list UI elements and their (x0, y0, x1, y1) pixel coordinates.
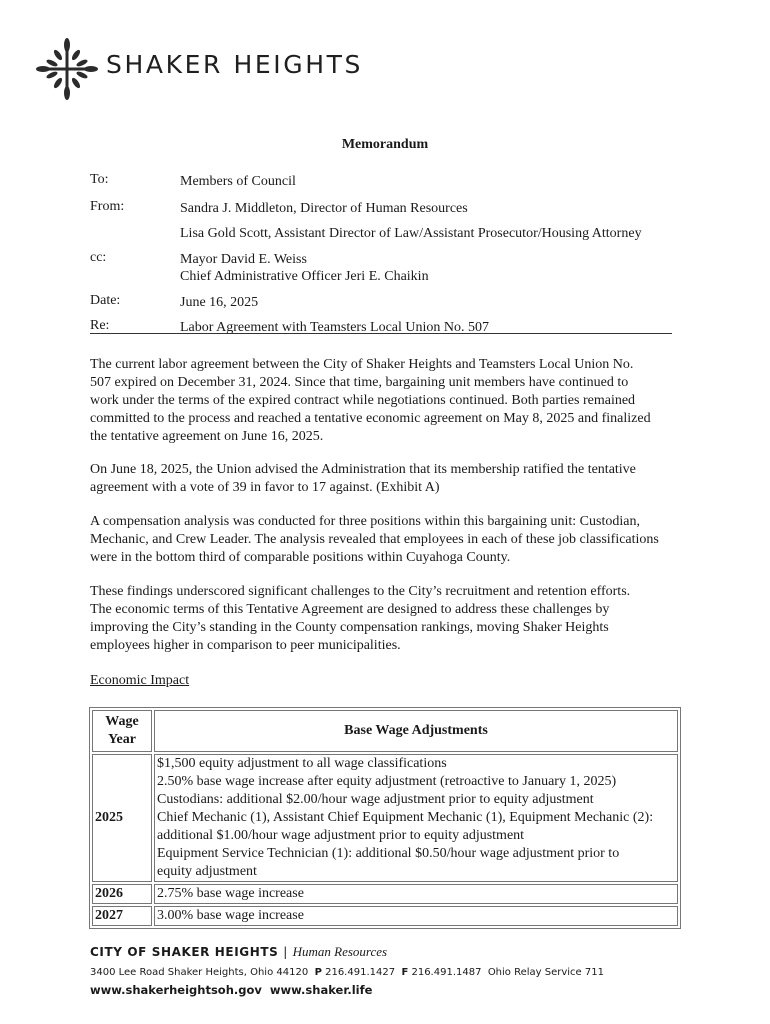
memo-title: Memorandum (341, 137, 429, 152)
footer-org-name: CITY OF SHAKER HEIGHTS (90, 945, 279, 959)
to-value: Members of Council (180, 174, 296, 189)
year-cell: 2026 (92, 884, 152, 904)
re-value: Labor Agreement with Teamsters Local Union No. 507 (180, 320, 490, 335)
footer-relay: Ohio Relay Service 711 (487, 967, 604, 978)
paragraph-line: work under the terms of the expired contract while negotiations continued. Both parties remained (90, 393, 636, 408)
adjustment-line: Equipment Service Technician (1): additional $0.50/hour wage adjustment prior to (157, 846, 620, 861)
footer-web-line (90, 983, 604, 997)
footer-phone-label: P (314, 967, 322, 978)
date-value: June 16, 2025 (180, 295, 259, 310)
adjustment-cell (154, 754, 678, 882)
table-row (92, 884, 678, 904)
section-title-economic-impact: Economic Impact (90, 673, 190, 688)
header-base-wage-adjustments: Base Wage Adjustments (154, 710, 678, 752)
footer-website-link[interactable]: www.shakerheightsoh.gov (90, 983, 262, 997)
footer-separator: | (283, 945, 288, 959)
adjustment-line: Custodians: additional $2.00/hour wage adjustment prior to equity adjustment (157, 792, 594, 807)
wage-adjustment-table (89, 707, 681, 929)
header-year-line-2: Year (108, 732, 136, 747)
year-cell: 2025 (92, 754, 152, 882)
paragraph-line: agreement with a vote of 39 in favor to 17 against. (Exhibit A) (90, 480, 440, 495)
adjustment-line: equity adjustment (157, 864, 257, 879)
footer-fax: 216.491.1487 (411, 967, 482, 978)
paragraph-line: Mechanic, and Crew Leader. The analysis revealed that employees in each of these job classifications (90, 532, 659, 547)
paragraph-line: improving the City’s standing in the County compensation rankings, moving Shaker Heights (90, 620, 609, 635)
to-label: To: (90, 172, 109, 187)
adjustment-cell (154, 884, 678, 904)
table-row (92, 754, 678, 882)
adjustment-line: $1,500 equity adjustment to all wage classifications (157, 756, 447, 771)
paragraph-line: A compensation analysis was conducted for three positions within this bargaining unit: Custodian, (90, 514, 640, 529)
footer-address: 3400 Lee Road Shaker Heights, Ohio 44120 (90, 967, 309, 978)
paragraph-line: The current labor agreement between the City of Shaker Heights and Teamsters Local Union No. (90, 357, 634, 372)
paragraph-line: 507 expired on December 31, 2024. Since that time, bargaining unit members have continued to (90, 375, 629, 390)
paragraph-line: The economic terms of this Tentative Agreement are designed to address these challenges by (90, 602, 610, 617)
paragraph-line: committed to the process and reached a tentative economic agreement on May 8, 2025 and finalized (90, 411, 651, 426)
header-divider (90, 333, 672, 334)
year-cell: 2027 (92, 906, 152, 926)
from-value-1: Sandra J. Middleton, Director of Human Resources (180, 201, 468, 216)
adjustment-line: 3.00% base wage increase (157, 908, 304, 923)
paragraph-line: the tentative agreement on June 16, 2025. (90, 429, 324, 444)
paragraph-ratification (90, 461, 690, 497)
paragraph-findings (90, 583, 690, 655)
footer-phone: 216.491.1427 (325, 967, 396, 978)
cc-value-1: Mayor David E. Weiss (180, 252, 307, 267)
cc-value-2: Chief Administrative Officer Jeri E. Chaikin (180, 269, 429, 284)
adjustment-cell (154, 906, 678, 926)
table-header-row (92, 710, 678, 752)
paragraph-line: On June 18, 2025, the Union advised the Administration that its membership ratified the tentative (90, 462, 636, 477)
footer-fax-label: F (401, 967, 409, 978)
footer-website-link[interactable]: www.shaker.life (269, 983, 373, 997)
adjustment-line: 2.50% base wage increase after equity adjustment (retroactive to January 1, 2025) (157, 774, 617, 789)
paragraph-line: These findings underscored significant challenges to the City’s recruitment and retention efforts. (90, 584, 631, 599)
header-wage-year (92, 710, 152, 752)
adjustment-line: Chief Mechanic (1), Assistant Chief Equipment Mechanic (1), Equipment Mechanic (2): (157, 810, 654, 825)
table-row (92, 906, 678, 926)
from-label: From: (90, 199, 125, 214)
logo-wordmark: SHAKER HEIGHTS (106, 50, 363, 79)
header-year-line-1: Wage (105, 714, 139, 729)
adjustment-line: additional $1.00/hour wage adjustment prior to equity adjustment (157, 828, 525, 843)
paragraph-background (90, 356, 690, 446)
leaf-emblem-icon (34, 36, 100, 102)
paragraph-analysis (90, 513, 690, 567)
from-value-2: Lisa Gold Scott, Assistant Director of Law/Assistant Prosecutor/Housing Attorney (180, 226, 642, 241)
letterhead-footer (90, 944, 604, 997)
adjustment-line: 2.75% base wage increase (157, 886, 304, 901)
footer-org-line (90, 944, 604, 960)
re-label: Re: (90, 318, 110, 333)
footer-contact-line (90, 967, 604, 978)
paragraph-line: employees higher in comparison to peer municipalities. (90, 638, 401, 653)
date-label: Date: (90, 293, 121, 308)
footer-department: Human Resources (292, 944, 388, 959)
shaker-heights-logo (34, 36, 394, 102)
cc-label: cc: (90, 250, 107, 265)
paragraph-line: were in the bottom third of comparable positions within Cuyahoga County. (90, 550, 511, 565)
